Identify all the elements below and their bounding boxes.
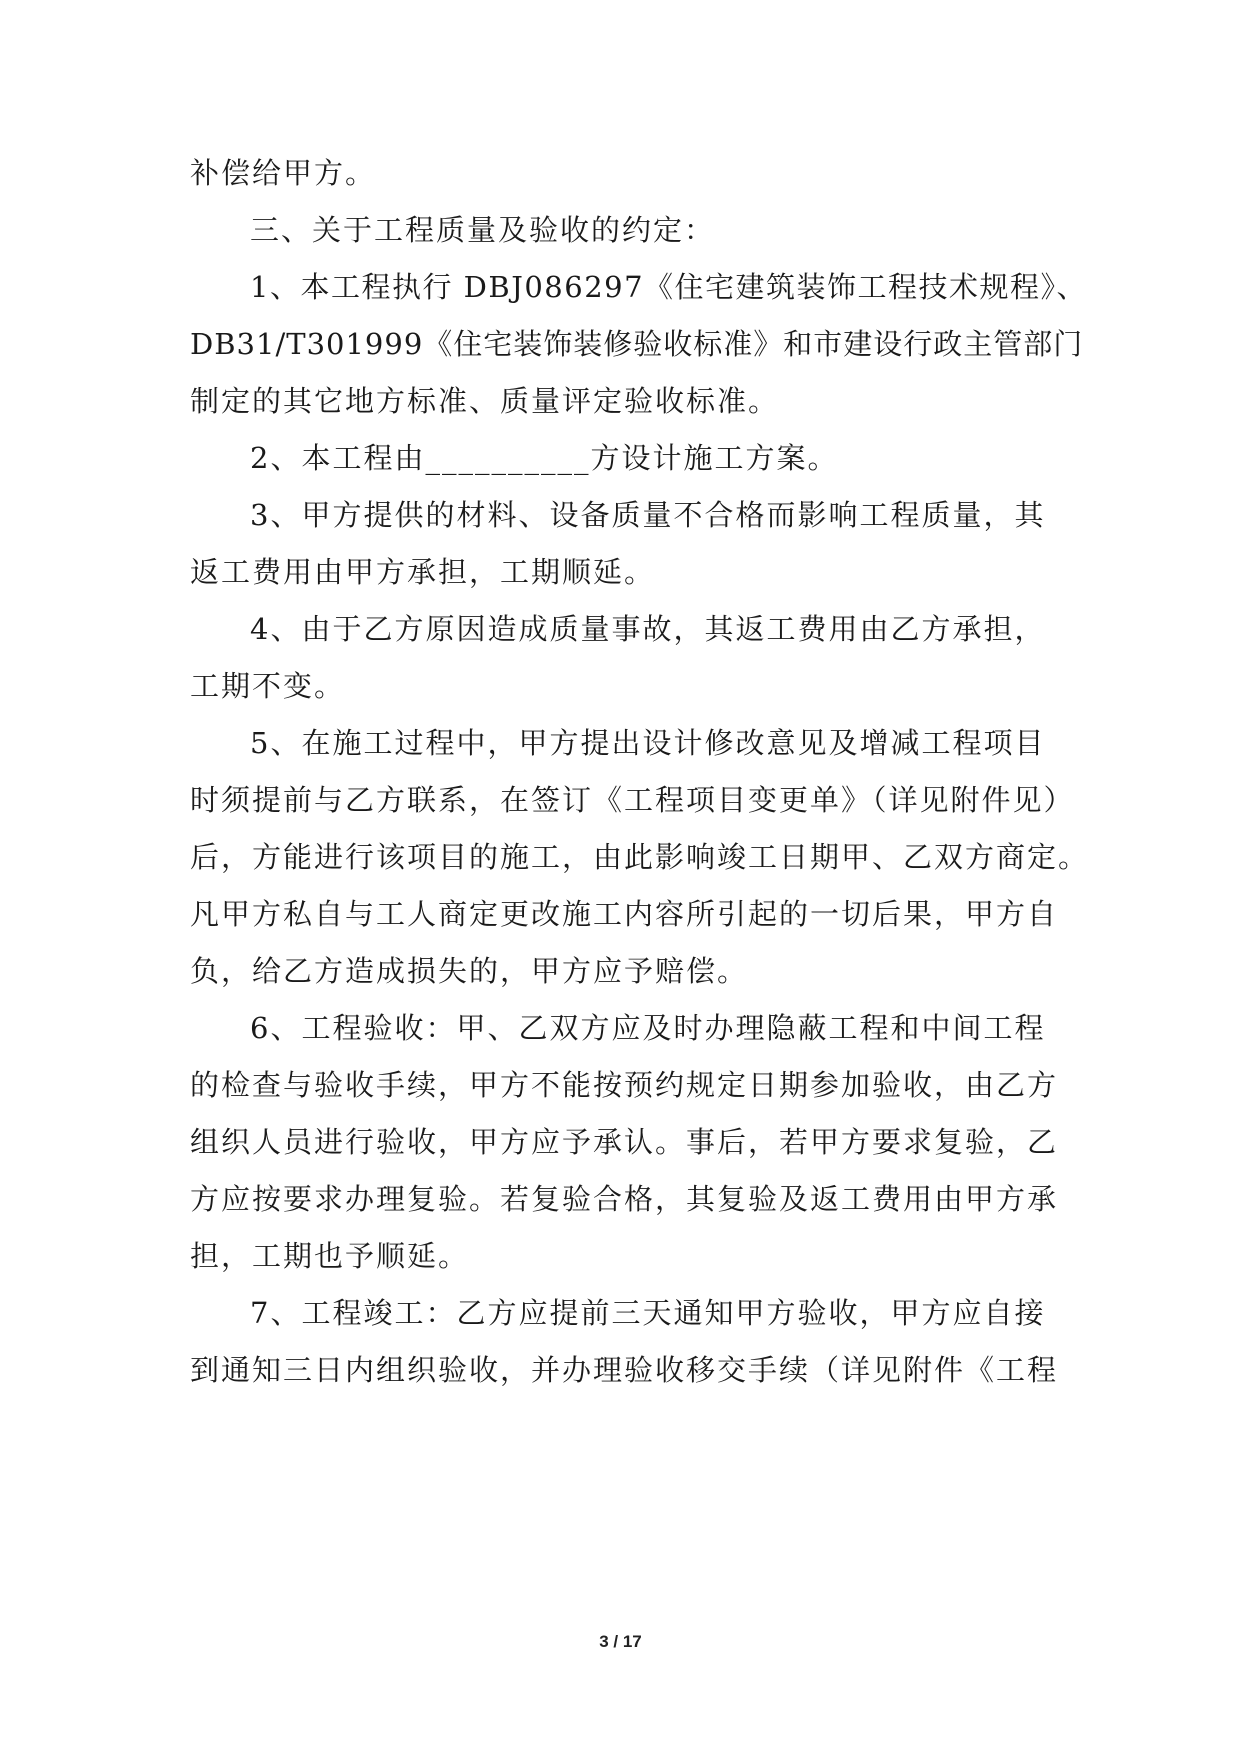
text-line: 凡甲方私自与工人商定更改施工内容所引起的一切后果，甲方自 <box>190 897 1059 931</box>
text-line: 补偿给甲方。 <box>190 156 377 190</box>
text-line: 1、本工程执行 DBJ086297《住宅建筑装饰工程技术规程》、 <box>250 270 1088 304</box>
text-line: 后，方能进行该项目的施工，由此影响竣工日期甲、乙双方商定。 <box>190 840 1090 874</box>
text-line: 4、由于乙方原因造成质量事故，其返工费用由乙方承担， <box>250 612 1046 646</box>
text-line: 返工费用由甲方承担，工期顺延。 <box>190 555 656 589</box>
text-line: 3、甲方提供的材料、设备质量不合格而影响工程质量，其 <box>250 498 1046 532</box>
text-line: 制定的其它地方标准、质量评定验收标准。 <box>190 384 780 418</box>
text-line: 方应按要求办理复验。若复验合格，其复验及返工费用由甲方承 <box>190 1182 1059 1216</box>
text-line: 负，给乙方造成损失的，甲方应予赔偿。 <box>190 954 749 988</box>
section-heading: 三、关于工程质量及验收的约定： <box>250 213 716 247</box>
text-line: 5、在施工过程中，甲方提出设计修改意见及增减工程项目 <box>250 726 1046 760</box>
page-number: 3 / 17 <box>599 1632 642 1651</box>
text-line: 到通知三日内组织验收，并办理验收移交手续（详见附件《工程 <box>190 1353 1059 1387</box>
text-line: 6、工程验收：甲、乙双方应及时办理隐蔽工程和中间工程 <box>250 1011 1046 1045</box>
text-line: 组织人员进行验收，甲方应予承认。事后，若甲方要求复验，乙 <box>190 1125 1059 1159</box>
text-line: 的检查与验收手续，甲方不能按预约规定日期参加验收，由乙方 <box>190 1068 1059 1102</box>
text-line: 7、工程竣工：乙方应提前三天通知甲方验收，甲方应自接 <box>250 1296 1046 1330</box>
text-line: 担，工期也予顺延。 <box>190 1239 470 1273</box>
text-line: 2、本工程由__________方设计施工方案。 <box>250 441 839 475</box>
text-line: 工期不变。 <box>190 669 346 703</box>
text-line: 时须提前与乙方联系，在签订《工程项目变更单》（详见附件见） <box>190 783 1075 817</box>
text-line: DB31/T301999《住宅装饰装修验收标准》和市建设行政主管部门 <box>190 327 1084 361</box>
